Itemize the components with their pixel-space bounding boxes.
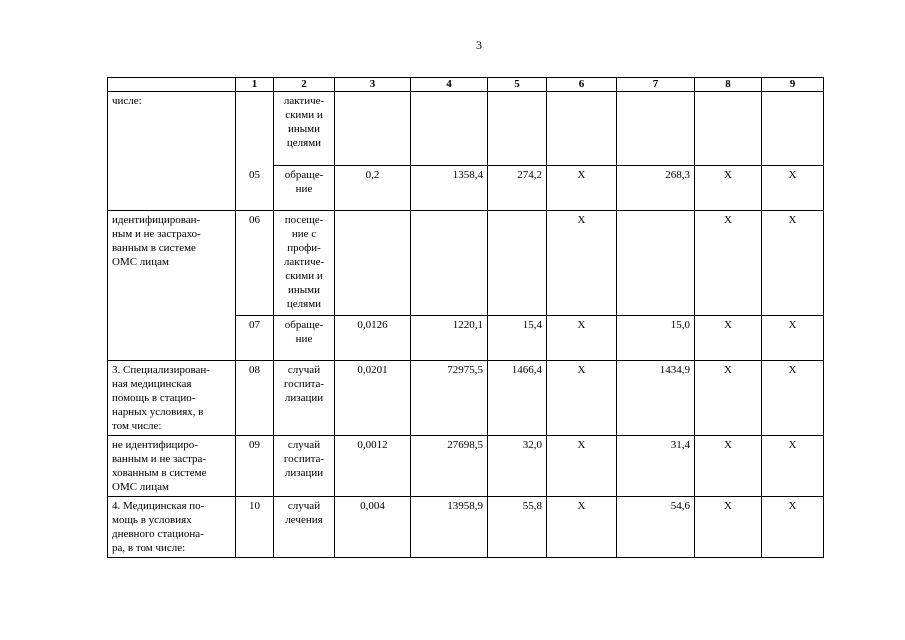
table-cell <box>547 436 617 497</box>
table-cell <box>488 211 547 316</box>
table-cell <box>695 92 762 166</box>
row-name-cell: числе: <box>112 95 142 107</box>
table-cell <box>274 316 335 361</box>
header-cell: 3 <box>335 78 411 92</box>
table-cell <box>236 361 274 436</box>
table-cell <box>762 211 824 316</box>
table-cell <box>488 361 547 436</box>
row-unit-cell: посеще- ние с профи- лактиче- скими и иными целями <box>283 214 325 310</box>
table-cell <box>274 497 335 558</box>
value-cell: 54,6 <box>670 500 690 512</box>
row-unit-cell: случай госпита- лизации <box>283 364 325 404</box>
value-cell: 0,0126 <box>357 319 388 331</box>
table-cell <box>411 211 488 316</box>
table-cell <box>335 166 411 211</box>
table-cell <box>335 436 411 497</box>
table-cell <box>335 92 411 166</box>
table-cell <box>617 436 695 497</box>
row-code-cell: 08 <box>249 364 260 376</box>
header-cell: 7 <box>617 78 695 92</box>
value-cell: Х <box>577 439 586 451</box>
table-cell <box>695 211 762 316</box>
table-cell <box>108 436 236 497</box>
table-cell <box>617 92 695 166</box>
row-unit-cell: случай лечения <box>285 500 323 526</box>
row-code-cell: 05 <box>249 168 260 181</box>
header-cell: 4 <box>411 78 488 92</box>
header-cell: 6 <box>547 78 617 92</box>
table-cell <box>695 361 762 436</box>
table-cell <box>236 436 274 497</box>
row-code-cell: 06 <box>249 214 260 226</box>
table-cell <box>411 497 488 558</box>
table-cell <box>236 211 274 316</box>
header-cell: 8 <box>695 78 762 92</box>
row-name-cell: 4. Медицинская по- мощь в условиях дневного стациона- ра, в том числе: <box>112 500 205 554</box>
row-unit-cell: обраще- ние <box>284 169 324 195</box>
table-cell <box>236 497 274 558</box>
table-row <box>108 166 824 211</box>
table-cell <box>547 166 617 211</box>
value-cell: 1434,9 <box>659 364 690 376</box>
value-cell: Х <box>788 500 797 512</box>
table-cell <box>762 436 824 497</box>
value-cell: Х <box>577 364 586 376</box>
header-cell: 9 <box>762 78 824 92</box>
value-cell: Х <box>724 500 732 512</box>
table-cell <box>108 166 236 211</box>
table-cell <box>274 92 335 166</box>
value-cell: 13958,9 <box>447 500 483 512</box>
table-cell <box>762 316 824 361</box>
table-cell <box>695 436 762 497</box>
table-cell <box>617 166 695 211</box>
table-cell <box>108 92 236 166</box>
table-cell <box>488 92 547 166</box>
row-name-cell: не идентифициро- ванным и не застра- хованным в системе ОМС лицам <box>112 439 207 493</box>
table-row <box>108 316 824 361</box>
value-cell: Х <box>788 439 797 451</box>
table-cell <box>411 436 488 497</box>
value-cell: Х <box>577 214 586 226</box>
table-cell <box>488 497 547 558</box>
value-cell: Х <box>724 169 732 181</box>
table-cell <box>335 497 411 558</box>
value-cell: Х <box>788 319 797 331</box>
table-cell <box>335 316 411 361</box>
table-cell <box>274 166 335 211</box>
header-cell: 5 <box>488 78 547 92</box>
value-cell: Х <box>724 439 732 451</box>
table-cell <box>488 316 547 361</box>
value-cell: 268,3 <box>665 169 690 181</box>
table-cell <box>236 166 274 211</box>
table-cell <box>274 361 335 436</box>
value-cell: 0,0201 <box>357 364 388 376</box>
row-unit-cell: лактиче- скими и иными целями <box>283 95 325 149</box>
table-cell <box>762 361 824 436</box>
row-name-cell: идентифицирован- ным и не застрахо- ванным в системе ОМС лицам <box>112 214 201 268</box>
header-cell: 1 <box>236 78 274 92</box>
table-cell <box>762 92 824 166</box>
table-cell <box>695 497 762 558</box>
value-cell: 72975,5 <box>447 364 483 376</box>
table-cell <box>274 436 335 497</box>
table-cell <box>335 361 411 436</box>
table-cell <box>617 316 695 361</box>
table-cell <box>762 166 824 211</box>
table-cell <box>617 211 695 316</box>
table-cell <box>762 497 824 558</box>
value-cell: 27698,5 <box>447 439 483 451</box>
table-cell <box>411 92 488 166</box>
value-cell: Х <box>724 364 732 376</box>
table-cell <box>547 211 617 316</box>
value-cell: 32,0 <box>522 439 542 451</box>
table-row <box>108 92 824 166</box>
value-cell: Х <box>788 364 797 376</box>
value-cell: Х <box>577 319 586 331</box>
table-cell <box>488 166 547 211</box>
value-cell: 15,0 <box>670 319 690 331</box>
value-cell: 0,004 <box>360 500 385 512</box>
page-number: 3 <box>476 38 482 52</box>
row-code-cell: 10 <box>249 500 260 512</box>
table-cell <box>695 166 762 211</box>
table-cell <box>547 316 617 361</box>
table-row <box>108 211 824 316</box>
table-cell <box>108 361 236 436</box>
table-cell <box>108 211 236 316</box>
table-row <box>108 497 824 558</box>
table-cell <box>617 497 695 558</box>
value-cell: Х <box>788 214 797 226</box>
table-cell <box>695 316 762 361</box>
value-cell: 55,8 <box>522 500 542 512</box>
table-cell <box>617 361 695 436</box>
table-cell <box>236 92 274 166</box>
value-cell: 1466,4 <box>511 364 542 376</box>
value-cell: Х <box>577 500 586 512</box>
table-cell <box>488 436 547 497</box>
table-cell <box>108 497 236 558</box>
table-cell <box>547 361 617 436</box>
row-code-cell: 07 <box>249 319 260 331</box>
value-cell: Х <box>577 169 586 181</box>
value-cell: Х <box>788 169 797 181</box>
header-cell: 2 <box>274 78 335 92</box>
table-cell <box>411 166 488 211</box>
value-cell: 15,4 <box>522 319 542 331</box>
header-cell <box>108 78 236 92</box>
header-row <box>108 78 824 92</box>
value-cell: 1220,1 <box>452 319 483 331</box>
table-cell <box>547 497 617 558</box>
table-cell <box>335 211 411 316</box>
row-unit-cell: случай госпита- лизации <box>283 439 325 479</box>
value-cell: Х <box>724 319 732 331</box>
table-row <box>108 361 824 436</box>
table-cell <box>236 316 274 361</box>
table-cell <box>411 361 488 436</box>
row-name-cell: 3. Специализирован- ная медицинская помощь в стацио- нарных условиях, в том числе: <box>112 364 210 432</box>
table-cell <box>108 316 236 361</box>
data-table <box>107 77 824 558</box>
table-cell <box>547 92 617 166</box>
value-cell: 274,2 <box>517 169 542 181</box>
value-cell: 0,2 <box>365 169 380 181</box>
value-cell: Х <box>724 214 732 226</box>
table-cell <box>411 316 488 361</box>
table-cell <box>274 211 335 316</box>
value-cell: 1358,4 <box>452 169 483 181</box>
value-cell: 31,4 <box>670 439 690 451</box>
value-cell: 0,0012 <box>357 439 388 451</box>
row-unit-cell: обраще- ние <box>284 319 324 345</box>
row-code-cell: 09 <box>249 439 260 451</box>
table-row <box>108 436 824 497</box>
